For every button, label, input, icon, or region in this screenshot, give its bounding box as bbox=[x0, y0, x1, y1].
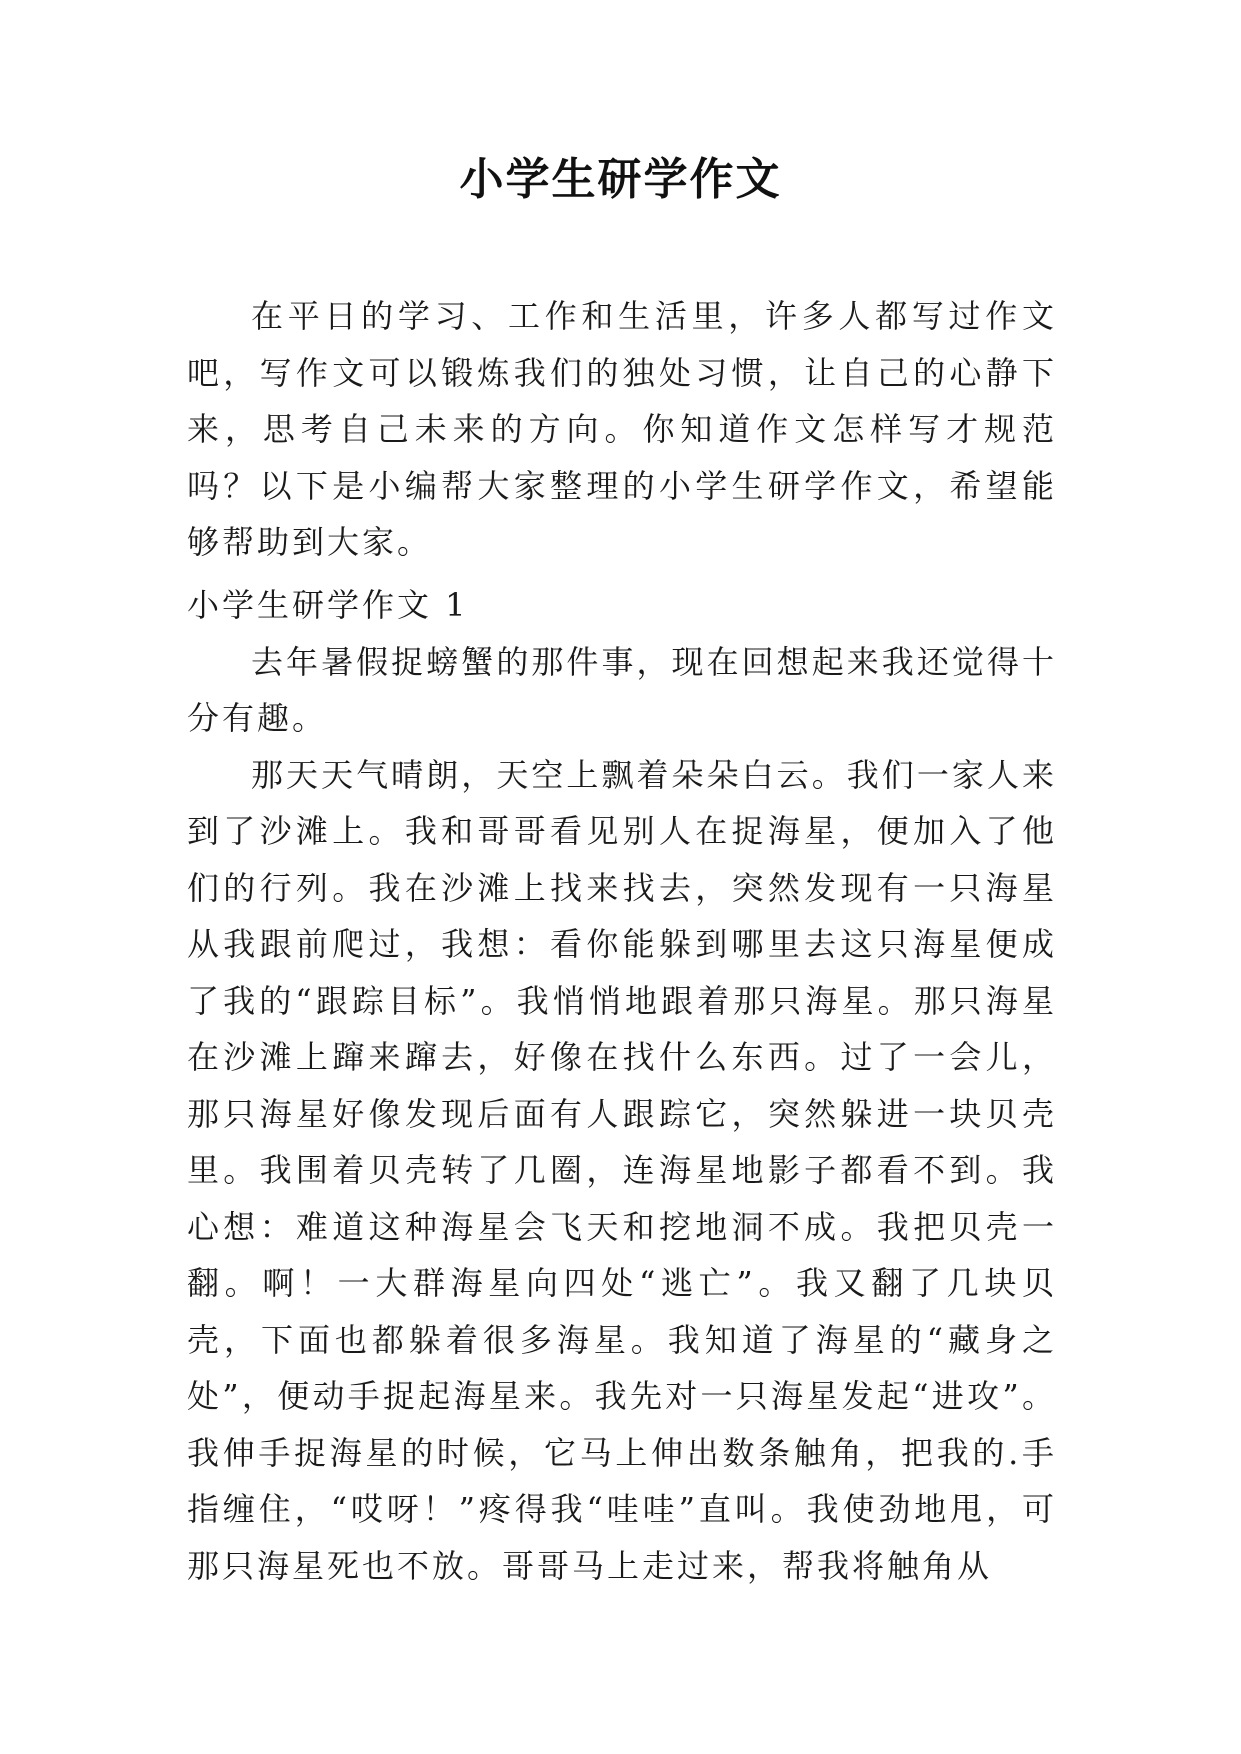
section-heading: 小学生研学作文 1 bbox=[187, 586, 469, 624]
essay-section bbox=[187, 577, 1057, 1594]
body-paragraph-2: 那天天气晴朗，天空上飘着朵朵白云。我们一家人来到了沙滩上。我和哥哥看见别人在捉海星，便加入了他们的行列。我在沙滩上找来找去，突然发现有一只海星从我跟前爬过，我想：看你能躲到哪里去这只海星便成了我的“跟踪目标”。我悄悄地跟着那只海星。那只海星在沙滩上蹿来蹿去，好像在找什么东西。过了一会儿，那只海星好像发现后面有人跟踪它，突然躲进一块贝壳里。我围着贝壳转了几圈，连海星地影子都看不到。我心想：难道这种海星会飞天和挖地洞不成。我把贝壳一翻。啊！一大群海星向四处“逃亡”。我又翻了几块贝壳，下面也都躲着很多海星。我知道了海星的“藏身之处”，便动手捉起海星来。我先对一只海星发起“进攻”。我伸手捉海星的时候，它马上伸出数条触角，把我的.手指缠住，“哎呀！”疼得我“哇哇”直叫。我使劲地甩，可那只海星死也不放。哥哥马上走过来，帮我将触角从 bbox=[187, 755, 1057, 1585]
intro-paragraph: 在平日的学习、工作和生活里，许多人都写过作文吧，写作文可以锻炼我们的独处习惯，让自己的心静下来，思考自己未来的方向。你知道作文怎样写才规范吗？以下是小编帮大家整理的小学生研学作文，希望能够帮助到大家。 bbox=[187, 297, 1057, 561]
document-title: 小学生研学作文 bbox=[459, 154, 782, 205]
body-paragraph-1: 去年暑假捉螃蟹的那件事，现在回想起来我还觉得十分有趣。 bbox=[187, 642, 1057, 737]
intro-section bbox=[187, 288, 1057, 571]
